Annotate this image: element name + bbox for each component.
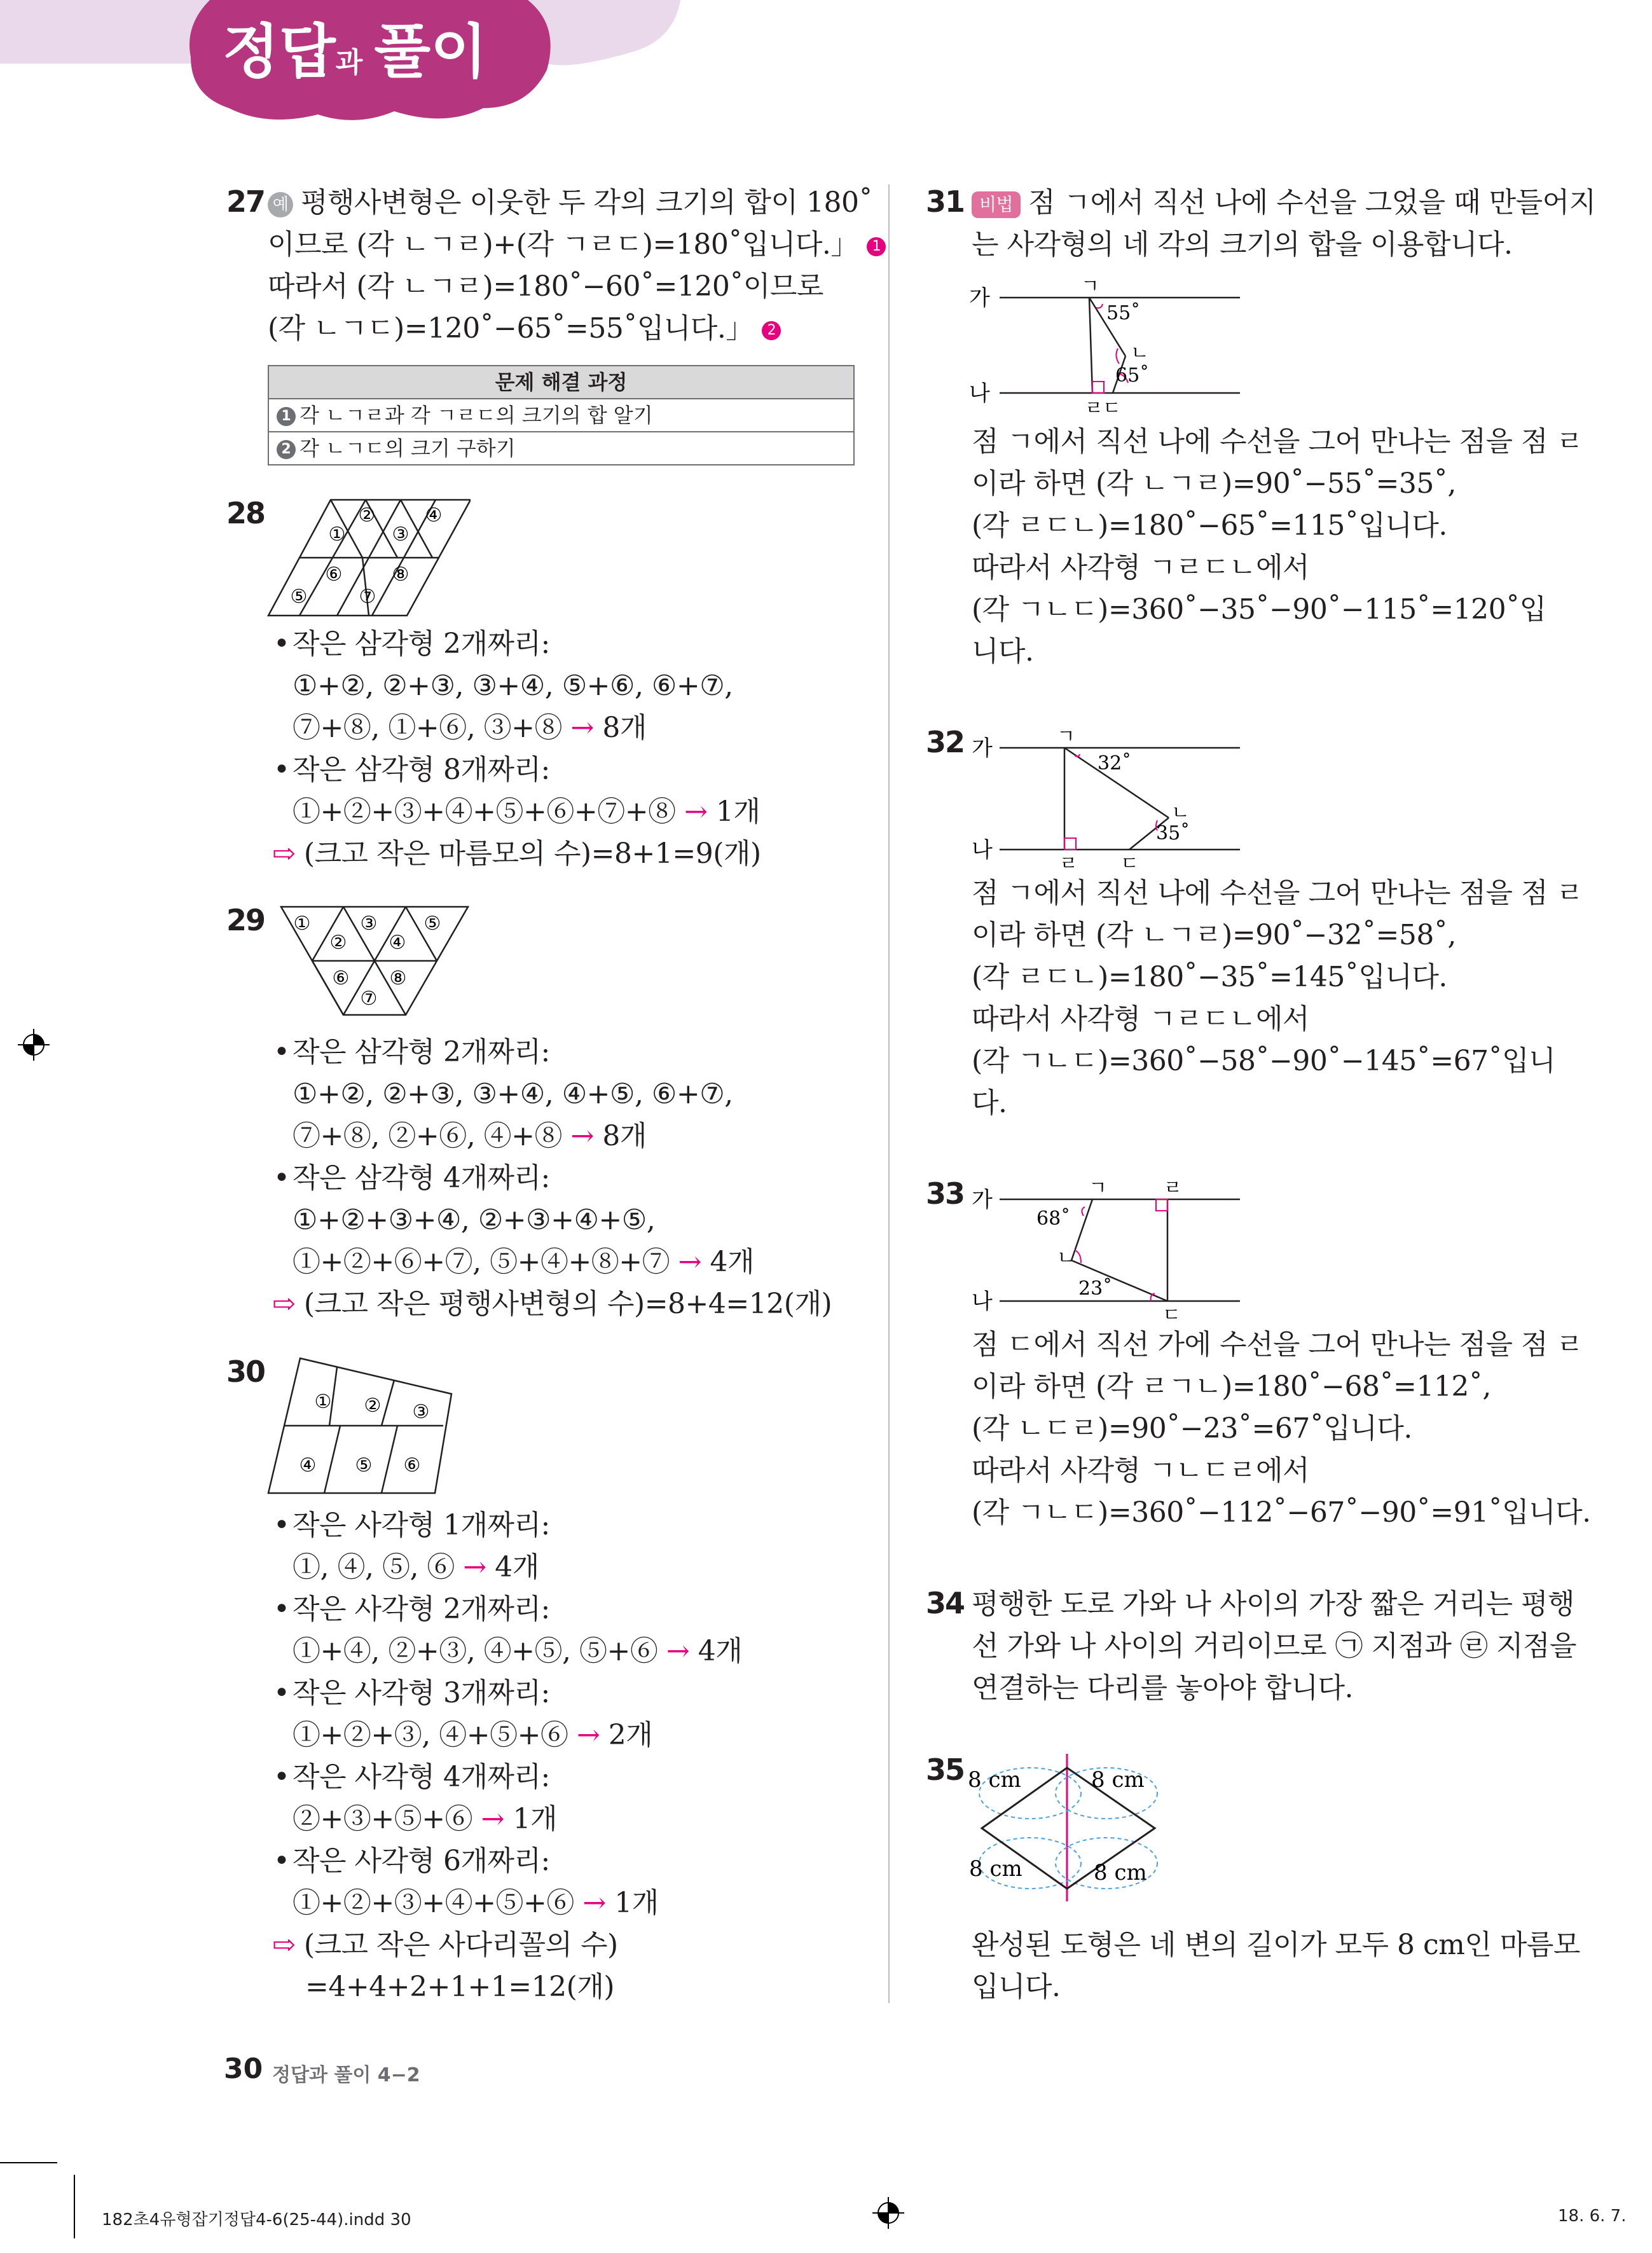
angle-68: 68˚ <box>1036 1208 1071 1230</box>
q30-bullet5: • 작은 사각형 6개짜리: <box>293 1840 550 1882</box>
point-d: ㄷ <box>1103 397 1121 420</box>
q28-b1b: ⑦+⑧, ①+⑥, ③+⑧ → 8개 <box>293 712 647 744</box>
q30-label: ① <box>314 1391 332 1413</box>
q29-label: ⑤ <box>423 913 441 935</box>
point-g: ㄱ <box>1057 726 1075 748</box>
q31-figure <box>967 273 1246 420</box>
footer-title: 정답과 풀이 4−2 <box>272 2064 420 2086</box>
line-na-label: 나 <box>972 837 993 863</box>
q31-number: 31 <box>926 184 965 219</box>
header-title: 정답과 풀이 <box>223 18 488 86</box>
q30-bullet2: • 작은 사각형 2개짜리: <box>293 1588 550 1630</box>
q30-bullet1: • 작은 사각형 1개짜리: <box>293 1505 550 1547</box>
point-d: ㄷ <box>1120 853 1139 875</box>
line-na-label: 나 <box>969 381 990 406</box>
q34-line1: 평행한 도로 가와 나 사이의 가장 짧은 거리는 평행 <box>972 1588 1574 1620</box>
print-date: 18. 6. 7. <box>1558 2207 1627 2226</box>
q29-label: ② <box>329 932 347 954</box>
q27-line3: 따라서 (각 ㄴㄱㄹ)=180˚−60˚=120˚이므로 <box>268 270 823 303</box>
q31-intro1: 비법 점 ㄱ에서 직선 나에 수선을 그었을 때 만들어지 <box>972 182 1596 224</box>
point-n: ㄴ <box>1131 342 1149 364</box>
angle-32: 32˚ <box>1098 752 1132 775</box>
line-ga-label: 가 <box>972 1187 993 1213</box>
q29-b2b: ①+②+⑥+⑦, ⑤+④+⑧+⑦ → 4개 <box>293 1246 755 1278</box>
q30-trapezoid-figure <box>267 1354 458 1494</box>
q33-line5: (각 ㄱㄴㄷ)=360˚−112˚−67˚−90˚=91˚입니다. <box>972 1496 1591 1529</box>
column-divider <box>888 184 890 2003</box>
q29-result: ⇨ (크고 작은 평행사변형의 수)=8+4=12(개) <box>272 1288 832 1320</box>
q30-label: ⑤ <box>355 1454 373 1477</box>
step1-marker: 1 <box>867 237 886 256</box>
point-r: ㄹ <box>1164 1177 1182 1199</box>
q35-line2: 입니다. <box>972 1971 1061 2003</box>
registration-mark-icon <box>18 1029 50 1061</box>
q31-line5: (각 ㄱㄴㄷ)=360˚−35˚−90˚−115˚=120˚입 <box>972 593 1546 626</box>
q28-label: ⑧ <box>392 563 410 586</box>
crop-mark <box>74 2175 75 2238</box>
q30-label: ② <box>364 1395 382 1417</box>
q35-line1: 완성된 도형은 네 변의 길이가 모두 8 cm인 마름모 <box>972 1929 1580 1961</box>
angle-55: 55˚ <box>1106 302 1141 324</box>
crop-mark <box>0 2162 57 2163</box>
q31-line3: (각 ㄹㄷㄴ)=180˚−65˚=115˚입니다. <box>972 509 1447 542</box>
q33-line2: 이라 하면 (각 ㄹㄱㄴ)=180˚−68˚=112˚, <box>972 1370 1491 1403</box>
registration-mark-icon <box>872 2197 904 2229</box>
point-r: ㄹ <box>1059 853 1078 875</box>
q32-line3: (각 ㄹㄷㄴ)=180˚−35˚=145˚입니다. <box>972 961 1447 993</box>
table-row: 1 각 ㄴㄱㄹ과 각 ㄱㄹㄷ의 크기의 합 알기 <box>269 399 853 432</box>
q31-line4: 따라서 사각형 ㄱㄹㄷㄴ에서 <box>972 551 1310 584</box>
q29-bullet2: • 작은 삼각형 4개짜리: <box>293 1157 550 1199</box>
q33-line3: (각 ㄴㄷㄹ)=90˚−23˚=67˚입니다. <box>972 1412 1412 1445</box>
q29-b1a: ①+②, ②+③, ③+④, ④+⑤, ⑥+⑦, <box>293 1078 733 1110</box>
tip-badge: 비법 <box>972 191 1021 218</box>
q29-bullet1: • 작은 삼각형 2개짜리: <box>293 1031 550 1073</box>
step2-marker: 2 <box>762 321 781 340</box>
q32-number: 32 <box>926 725 965 759</box>
file-info: 182초4유형잡기정답4-6(25-44).indd 30 <box>102 2210 411 2229</box>
q30-number: 30 <box>226 1354 265 1389</box>
side-br-label: 8 cm <box>1094 1860 1147 1885</box>
angle-35: 35˚ <box>1156 822 1190 844</box>
q34-line3: 연결하는 다리를 놓아야 합니다. <box>972 1672 1353 1704</box>
q27-line4: (각 ㄴㄱㄷ)=120˚−65˚=55˚입니다.」 2 <box>268 308 781 350</box>
q30-bullet3: • 작은 사각형 3개짜리: <box>293 1672 550 1714</box>
q30-b1a: ①, ④, ⑤, ⑥ → 4개 <box>293 1551 539 1583</box>
q29-label: ⑧ <box>389 967 407 989</box>
q30-b3a: ①+②+③, ④+⑤+⑥ → 2개 <box>293 1719 653 1751</box>
q30-result2: =4+4+2+1+1=12(개) <box>305 1971 614 2003</box>
q29-label: ③ <box>360 913 378 935</box>
q30-label: ⑥ <box>403 1454 421 1477</box>
q31-line1: 점 ㄱ에서 직선 나에 수선을 그어 만나는 점을 점 ㄹ <box>972 425 1583 458</box>
angle-65: 65˚ <box>1115 364 1150 387</box>
q32-line1: 점 ㄱ에서 직선 나에 수선을 그어 만나는 점을 점 ㄹ <box>972 877 1583 909</box>
side-bl-label: 8 cm <box>969 1856 1022 1882</box>
q32-line2: 이라 하면 (각 ㄴㄱㄹ)=90˚−32˚=58˚, <box>972 919 1456 951</box>
q34-line2: 선 가와 나 사이의 거리이므로 ㉠ 지점과 ㉣ 지점을 <box>972 1630 1576 1662</box>
q31-line2: 이라 하면 (각 ㄴㄱㄹ)=90˚−55˚=35˚, <box>972 467 1456 500</box>
point-g: ㄱ <box>1089 1177 1107 1199</box>
q28-bullet2: • 작은 삼각형 8개짜리: <box>293 749 550 791</box>
q28-bullet1: • 작은 삼각형 2개짜리: <box>293 623 550 665</box>
line-ga-label: 가 <box>972 736 993 761</box>
q28-label: ⑥ <box>325 563 343 586</box>
q30-label: ③ <box>412 1401 430 1423</box>
q33-line1: 점 ㄷ에서 직선 가에 수선을 그어 만나는 점을 점 ㄹ <box>972 1328 1583 1361</box>
q31-intro2: 는 사각형의 네 각의 크기의 합을 이용합니다. <box>972 228 1513 261</box>
q27-line2: 이므로 (각 ㄴㄱㄹ)+(각 ㄱㄹㄷ)=180˚입니다.」 1 <box>268 224 886 266</box>
q32-line5: (각 ㄱㄴㄷ)=360˚−58˚−90˚−145˚=67˚입니 <box>972 1045 1556 1077</box>
q29-number: 29 <box>226 903 265 937</box>
q34-number: 34 <box>926 1586 965 1620</box>
q28-label: ⑤ <box>290 586 308 608</box>
q29-label: ⑥ <box>332 967 350 989</box>
line-ga-label: 가 <box>969 286 990 311</box>
q27-number: 27 <box>226 184 265 219</box>
table-row: 2 각 ㄴㄱㄷ의 크기 구하기 <box>269 432 853 464</box>
q29-trapezoid-figure <box>280 903 471 1017</box>
q28-label: ④ <box>425 504 443 527</box>
q30-b5a: ①+②+③+④+⑤+⑥ → 1개 <box>293 1887 659 1919</box>
q35-number: 35 <box>926 1753 965 1787</box>
q28-label: ① <box>328 523 346 546</box>
q28-b2a: ①+②+③+④+⑤+⑥+⑦+⑧ → 1개 <box>293 796 761 828</box>
q28-number: 28 <box>226 496 265 530</box>
q30-label: ④ <box>299 1454 317 1477</box>
point-d: ㄷ <box>1162 1304 1181 1326</box>
q33-number: 33 <box>926 1176 965 1211</box>
q32-line4: 따라서 사각형 ㄱㄹㄷㄴ에서 <box>972 1003 1310 1035</box>
q29-b1b: ⑦+⑧, ②+⑥, ④+⑧ → 8개 <box>293 1120 647 1152</box>
q28-b1a: ①+②, ②+③, ③+④, ⑤+⑥, ⑥+⑦, <box>293 670 733 702</box>
q35-rhombus-figure <box>967 1749 1170 1908</box>
point-g: ㄱ <box>1081 275 1099 298</box>
q28-result: ⇨ (크고 작은 마름모의 수)=8+1=9(개) <box>272 837 761 870</box>
q29-label: ⑦ <box>360 988 378 1010</box>
point-n: ㄴ <box>1171 802 1190 824</box>
q27-line1: 예 평행사변형은 이웃한 두 각의 크기의 합이 180˚ <box>268 182 872 224</box>
q30-b4a: ②+③+⑤+⑥ → 1개 <box>293 1803 557 1835</box>
q28-label: ③ <box>392 523 410 546</box>
q28-label: ② <box>358 504 376 527</box>
q30-bullet4: • 작은 사각형 4개짜리: <box>293 1756 550 1798</box>
q32-figure <box>967 725 1246 878</box>
page-number: 30 <box>224 2053 263 2085</box>
point-r: ㄹ <box>1085 397 1103 420</box>
solution-process-table <box>268 365 855 465</box>
q31-line6: 니다. <box>972 635 1034 668</box>
example-badge: 예 <box>268 192 293 217</box>
angle-23: 23˚ <box>1078 1278 1113 1300</box>
q30-b2a: ①+④, ②+③, ④+⑤, ⑤+⑥ → 4개 <box>293 1635 743 1667</box>
q33-line4: 따라서 사각형 ㄱㄴㄷㄹ에서 <box>972 1454 1310 1487</box>
side-tr-label: 8 cm <box>1091 1767 1145 1793</box>
q28-label: ⑦ <box>359 586 376 608</box>
q29-b2a: ①+②+③+④, ②+③+④+⑤, <box>293 1204 656 1236</box>
q29-label: ① <box>293 913 311 935</box>
q28-rhombus-figure <box>267 496 471 617</box>
line-na-label: 나 <box>972 1289 993 1314</box>
q30-result1: ⇨ (크고 작은 사다리꼴의 수) <box>272 1929 618 1961</box>
q33-figure <box>967 1176 1246 1329</box>
q29-label: ④ <box>389 932 406 954</box>
q32-line6: 다. <box>972 1087 1007 1119</box>
table-header: 문제 해결 과정 <box>269 366 853 399</box>
side-tl-label: 8 cm <box>968 1767 1021 1793</box>
point-n: ㄴ <box>1057 1247 1075 1269</box>
